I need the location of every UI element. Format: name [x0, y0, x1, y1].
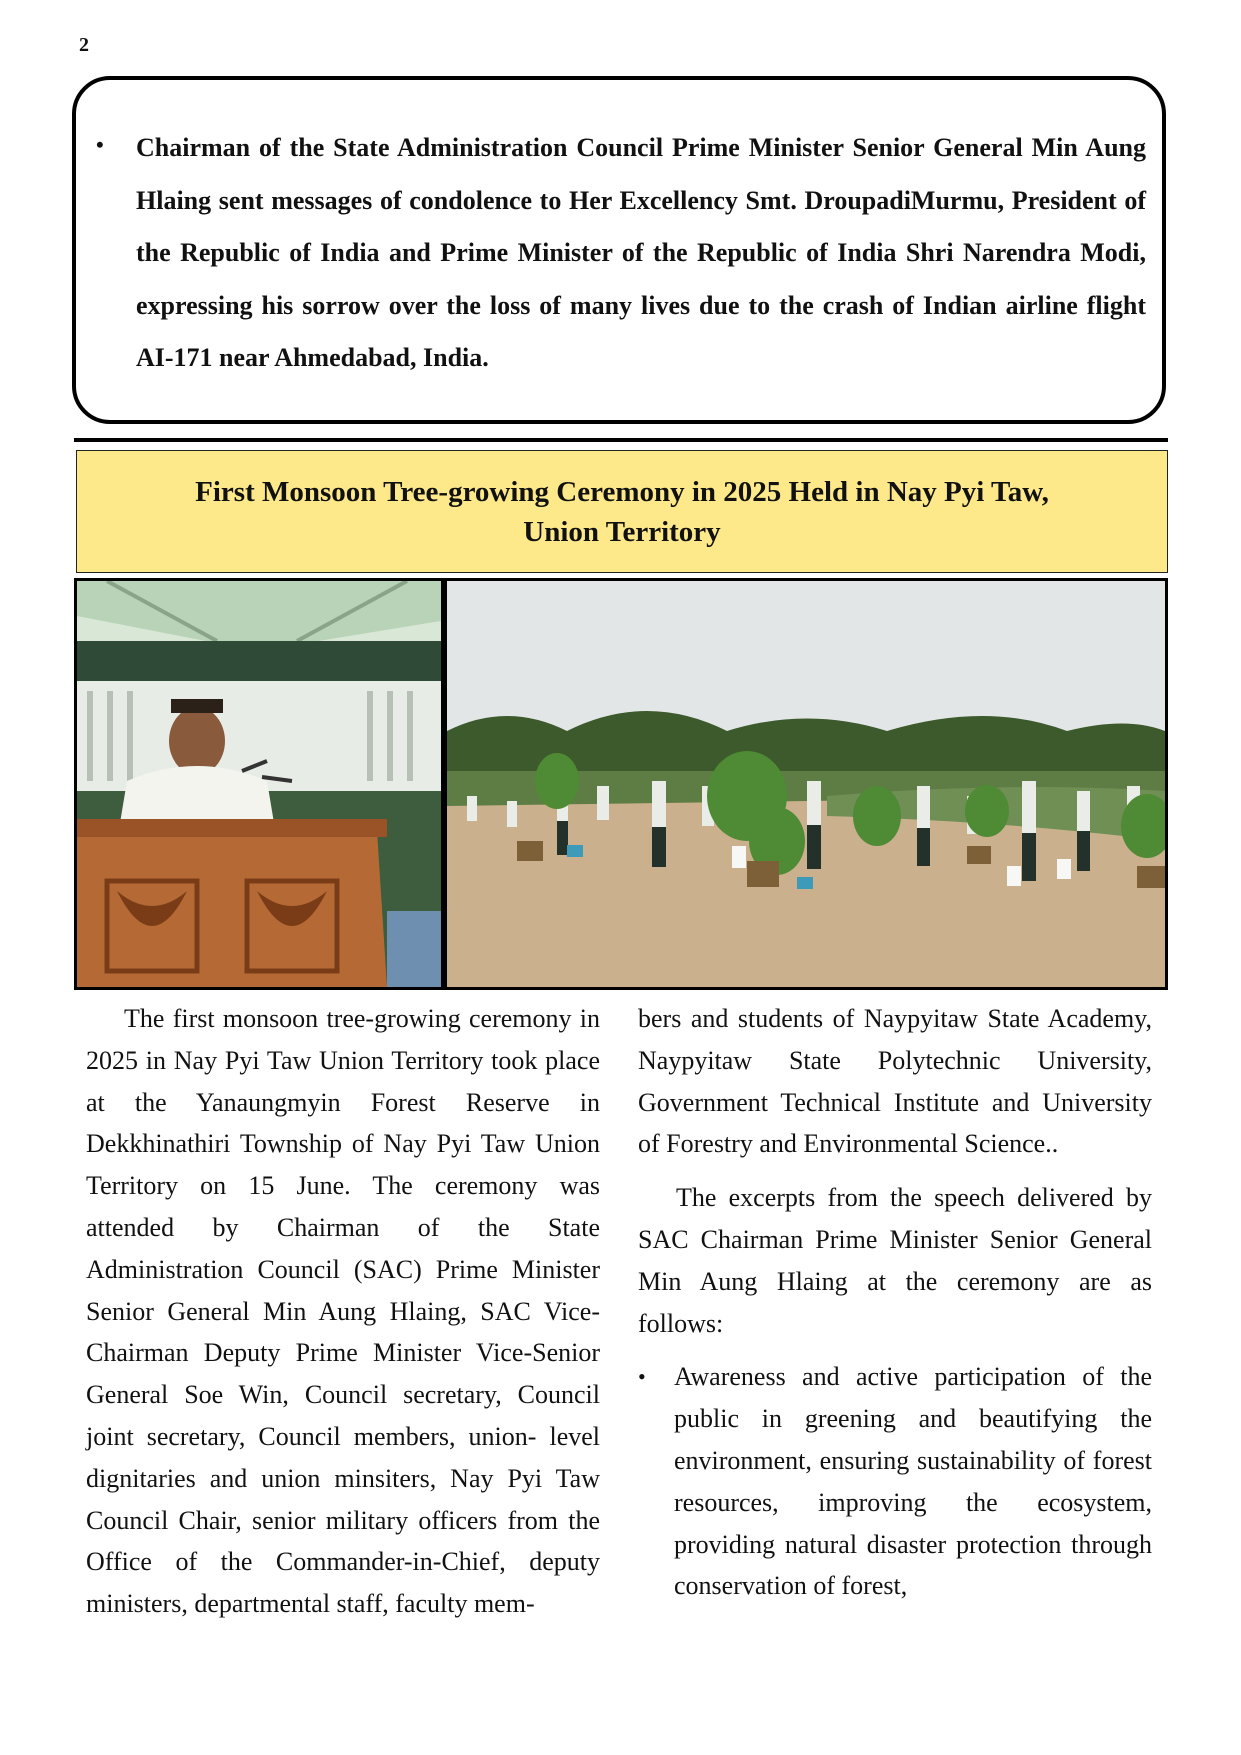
summary-box	[72, 76, 1166, 424]
article-column-right	[638, 998, 1152, 1607]
article-paragraph-1-continuation: bers and students of Naypyitaw State Academy, Naypyitaw State Polytechnic University, Government Technical Institute and University of Forestry and Environmental Science..	[638, 1004, 1152, 1159]
page-number: 2	[79, 34, 89, 56]
speaker-photo-illustration	[77, 581, 441, 987]
headline-box	[76, 450, 1168, 573]
tree-planting-photo	[444, 578, 1168, 990]
speaker-photo	[74, 578, 444, 990]
speech-excerpt-item	[638, 1356, 1152, 1607]
summary-text: Chairman of the State Administration Council Prime Minister Senior General Min Aung Hlaing sent messages of condolence to Her Excellency Smt. DroupadiMurmu, President of the Republic of India and Prime Minister of the Republic of India Shri Narendra Modi, expressing his sorrow over the loss of many lives due to the crash of Indian airline flight AI-171 near Ahmedabad, India.	[136, 133, 1146, 372]
headline-line-2: Union Territory	[523, 515, 721, 548]
section-divider	[74, 438, 1168, 442]
headline-line-1: First Monsoon Tree-growing Ceremony in 2025 Held in Nay Pyi Taw,	[195, 475, 1049, 508]
article-headline	[195, 472, 1049, 552]
summary-bullet: •	[96, 132, 104, 157]
tree-planting-photo-illustration	[447, 581, 1165, 987]
article-paragraph-2: The excerpts from the speech delivered by SAC Chairman Prime Minister Senior General Min Aung Hlaing at the ceremony are as follows:	[638, 1183, 1152, 1338]
speech-excerpt-text: Awareness and active participation of the public in greening and beautifying the environment, ensuring sustainability of forest resources, improving the ecosystem, providing natural disaster protection through conservation of forest,	[674, 1362, 1152, 1601]
article-column-left	[86, 998, 600, 1625]
article-paragraph-1: The first monsoon tree-growing ceremony in 2025 in Nay Pyi Taw Union Territory took place at the Yanaungmyin Forest Reserve in Dekkhinathiri Township of Nay Pyi Taw Union Territory on 15 June. The ceremony was attended by Chairman of the State Administration Council (SAC) Prime Minister Senior General Min Aung Hlaing, SAC Vice-Chairman Deputy Prime Minister Vice-Senior General Soe Win, Council secretary, Council joint secretary, Council members, union- level dignitaries and union minsiters, Nay Pyi Taw Council Chair, senior military officers from the Office of the Commander-in-Chief, deputy ministers, departmental staff, faculty mem-	[86, 1004, 600, 1619]
bullet-icon: •	[638, 1364, 646, 1390]
